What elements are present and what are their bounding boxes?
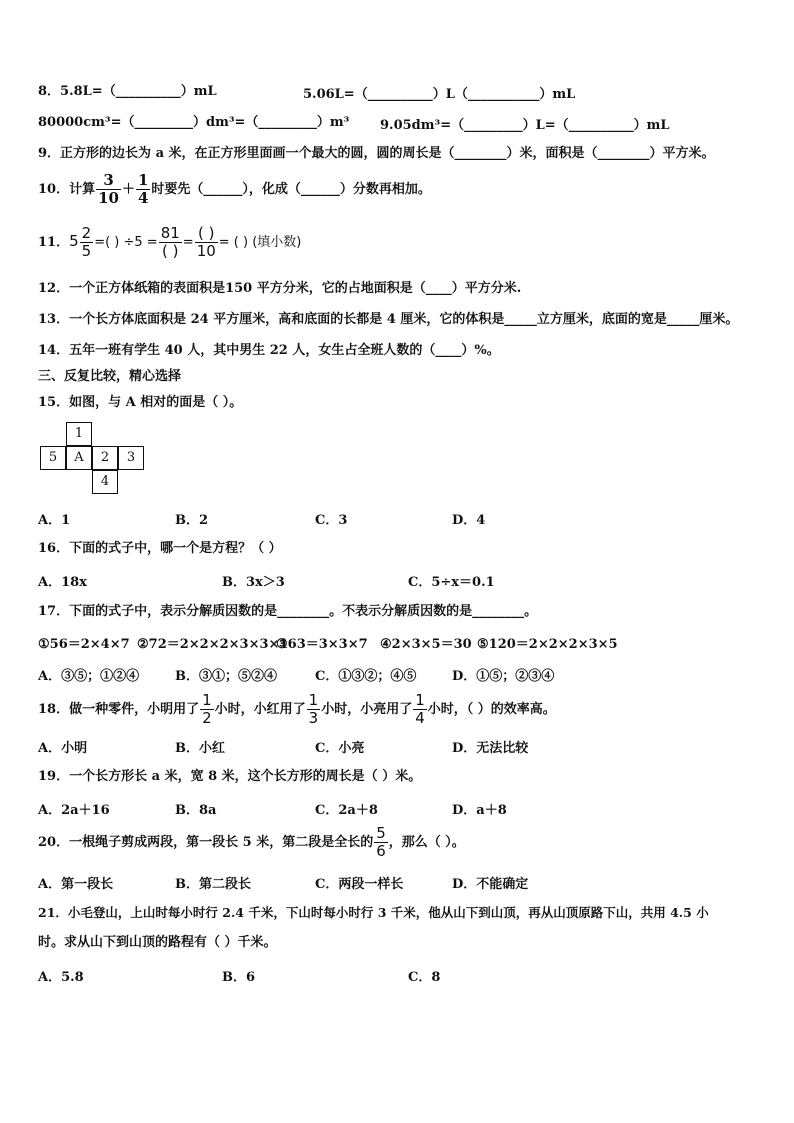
- q20-option-d[interactable]: D．不能确定: [452, 877, 529, 892]
- q11-whole: 5: [69, 232, 79, 250]
- q15-option-c[interactable]: C．3: [315, 513, 348, 528]
- q11-f-num: 2: [81, 224, 92, 242]
- q10-fraction-2: [136, 172, 150, 207]
- q19-option-a[interactable]: A．2a＋16: [38, 803, 110, 818]
- q8-line1b: 5.06L=（__________）L（___________）mL: [303, 87, 576, 102]
- q18-f1-den: 2: [202, 709, 212, 727]
- q11-f2-num: 81: [160, 224, 180, 242]
- q9-text: 9．正方形的边长为 a 米，在正方形里面画一个最大的圆，圆的周长是（________）米，面积是（________）平方米。: [38, 146, 715, 161]
- q11-eq: =: [182, 235, 194, 250]
- q11-fraction-1: [80, 225, 94, 260]
- q11-text: [38, 221, 301, 263]
- q20-suffix: ，那么（ ）。: [388, 835, 465, 850]
- q15-option-b[interactable]: B．2: [175, 513, 209, 528]
- q18-fraction-2: [307, 692, 321, 727]
- q20-option-c[interactable]: C．两段一样长: [315, 877, 404, 892]
- q11-f3-num: ( ): [195, 225, 218, 243]
- q17-item-5: ⑤120＝2×2×2×3×5: [477, 637, 618, 652]
- q11-f2-den: ( ): [161, 242, 179, 260]
- q18-option-b[interactable]: B．小红: [175, 741, 225, 756]
- q20-fraction: [374, 825, 388, 860]
- q15-option-d[interactable]: D．4: [452, 513, 486, 528]
- q18-option-d[interactable]: D．无法比较: [452, 741, 529, 756]
- q10-text: [38, 172, 431, 207]
- q11-f-den: 5: [81, 242, 92, 260]
- q18-prefix: 18．做一种零件，小明用了: [38, 702, 200, 717]
- net-face-center: A: [66, 446, 92, 470]
- q18-fraction-3: [413, 692, 427, 727]
- q17-option-b[interactable]: B．③①；⑤②④: [175, 669, 277, 684]
- q16-text: 16．下面的式子中，哪一个是方程？（ ）: [38, 541, 282, 556]
- q18-option-a[interactable]: A．小明: [38, 741, 88, 756]
- q17-item-3: ③63＝3×3×7: [276, 637, 368, 652]
- net-face-right2: 3: [118, 446, 144, 470]
- q15-option-a[interactable]: A．1: [38, 513, 71, 528]
- q19-option-d[interactable]: D．a＋8: [452, 803, 507, 818]
- q11-fraction-3: [195, 225, 218, 260]
- q18-f1-num: 1: [202, 691, 212, 709]
- q18-fraction-1: [200, 692, 214, 727]
- net-face-bottom: 4: [92, 470, 118, 494]
- q17-text: 17．下面的式子中，表示分解质因数的是________。不表示分解质因数的是________。: [38, 604, 538, 619]
- q18-suffix: 小时，（ ）的效率高。: [427, 702, 556, 717]
- q18-f2-den: 3: [308, 709, 319, 727]
- q13-text: 13．一个长方体底面积是 24 平方厘米，高和底面的长都是 4 厘米，它的体积是_____立方厘米，底面的宽是_____厘米。: [38, 312, 739, 327]
- q19-text: 19．一个长方形长 a 米，宽 8 米，这个长方形的周长是（ ）米。: [38, 769, 422, 784]
- q19-option-c[interactable]: C．2a＋8: [315, 803, 378, 818]
- q21-line1: 21．小毛登山，上山时每小时行 2.4 千米，下山时每小时行 3 千米，他从山下到山顶，再从山顶原路下山，共用 4.5 小: [38, 905, 709, 920]
- q10-plus: ＋: [121, 182, 135, 197]
- q10-suffix: 时要先（______），化成（______）分数再相加。: [151, 182, 431, 197]
- net-face-top: 1: [66, 422, 92, 446]
- q18-mid1: 小时，小红用了: [214, 702, 306, 717]
- q17-item-1: ①56＝2×4×7: [38, 637, 130, 652]
- q20-option-a[interactable]: A．第一段长: [38, 877, 114, 892]
- section-3-heading: 三、反复比较，精心选择: [38, 369, 182, 384]
- q21-option-c[interactable]: C．8: [408, 970, 441, 985]
- q20-f-num: 5: [376, 824, 386, 842]
- q10-prefix: 10．计算: [38, 182, 96, 197]
- q11-mid1: =( ) ÷5 =: [94, 235, 158, 250]
- q20-option-b[interactable]: B．第二段长: [175, 877, 251, 892]
- q21-option-a[interactable]: A．5.8: [38, 970, 84, 985]
- q18-f3-den: 4: [415, 709, 425, 727]
- q18-f2-num: 1: [308, 691, 319, 709]
- q18-mid2: 小时，小亮用了: [321, 702, 413, 717]
- q8-line1a: 8．5.8L=（__________）mL: [38, 84, 217, 99]
- q8-line2b: 9.05dm³=（_________）L=（__________）mL: [380, 118, 670, 133]
- q21-option-b[interactable]: B．6: [222, 970, 256, 985]
- q20-f-den: 6: [376, 842, 386, 860]
- net-face-left: 5: [40, 446, 66, 470]
- q10-fraction-1: [96, 172, 121, 207]
- q21-line2: 时。求从山下到山顶的路程有（ ）千米。: [38, 935, 277, 950]
- q16-option-a[interactable]: A．18x: [38, 575, 87, 590]
- q17-option-d[interactable]: D．①⑤；②③④: [452, 669, 555, 684]
- cube-net-figure: [40, 422, 150, 494]
- q15-text: 15．如图，与 A 相对的面是（ ）。: [38, 395, 243, 410]
- q18-text: [38, 690, 556, 730]
- q10-f2-den: 4: [137, 189, 149, 207]
- q20-prefix: 20．一根绳子剪成两段，第一段长 5 米，第二段是全长的: [38, 835, 374, 850]
- q17-option-c[interactable]: C．①③②；④⑤: [315, 669, 417, 684]
- q8-line2a: 80000cm³=（_________）dm³=（_________）m³: [38, 115, 350, 130]
- q19-option-b[interactable]: B．8a: [175, 803, 217, 818]
- q10-f1-num: 3: [96, 172, 121, 190]
- q11-prefix: 11．: [38, 235, 70, 250]
- q16-option-c[interactable]: C．5÷x＝0.1: [408, 575, 495, 590]
- q11-f3-den: 10: [196, 242, 216, 260]
- q17-item-2: ②72＝2×2×2×3×3×1: [137, 637, 289, 652]
- q12-text: 12．一个正方体纸箱的表面积是150 平方分米，它的占地面积是（____）平方分米.: [38, 281, 522, 296]
- q11-tail: = ( ) (填小数): [218, 235, 302, 250]
- q14-text: 14．五年一班有学生 40 人，其中男生 22 人，女生占全班人数的（____）%。: [38, 343, 500, 358]
- q10-f1-den: 10: [98, 189, 119, 207]
- q16-option-b[interactable]: B．3x＞3: [222, 575, 285, 590]
- q11-fraction-2: [159, 225, 182, 260]
- net-face-right1: 2: [92, 446, 118, 470]
- q20-text: [38, 823, 465, 863]
- q18-f3-num: 1: [415, 691, 425, 709]
- q18-option-c[interactable]: C．小亮: [315, 741, 365, 756]
- q10-f2-num: 1: [137, 171, 149, 189]
- q17-item-4: ④2×3×5＝30: [380, 637, 472, 652]
- q17-option-a[interactable]: A．③⑤；①②④: [38, 669, 140, 684]
